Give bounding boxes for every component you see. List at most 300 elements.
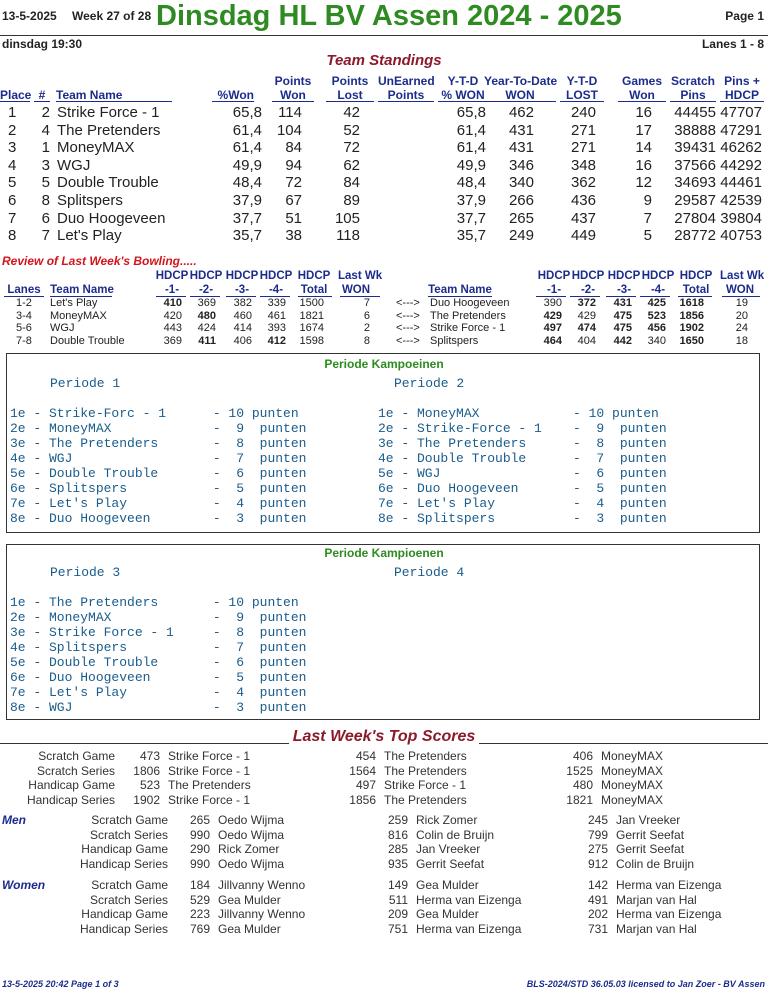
standings-header-team: Team Name <box>56 88 123 102</box>
top-team-label: Scratch Game <box>38 749 115 763</box>
top-men-score: 912 <box>587 856 608 871</box>
standings-scratch-pins: 44455 <box>674 104 716 121</box>
top-team-score: 1525 <box>566 763 593 778</box>
top-men-name: Jan Vreeker <box>416 842 481 856</box>
standings-pins-hdcp: 40753 <box>720 227 762 245</box>
review-header-b-3: HDCP -4- <box>641 270 675 296</box>
review-header-b-5: Last Wk WON <box>720 270 765 296</box>
review-b-won: 20 <box>735 309 748 322</box>
period-2-entry: 6e - Duo Hoogeveen - 5 punten <box>378 481 667 496</box>
top-men-score: 799 <box>587 827 608 842</box>
review-team-a: Let's Play <box>50 297 98 309</box>
top-men-label: Handicap Game <box>81 842 168 856</box>
standings-team-name: Let's Play <box>57 227 122 245</box>
top-men-score: 990 <box>189 856 210 871</box>
top-men-score: 290 <box>189 842 210 856</box>
review-a-score: 1598 <box>299 334 324 347</box>
review-team-b: Duo Hoogeveen <box>430 297 510 309</box>
standings-ytd-pct: 35,7 <box>456 227 486 245</box>
top-men-score: 935 <box>387 856 408 871</box>
top-team-name: Strike Force - 1 <box>168 792 251 807</box>
review-b-score: 425 <box>647 297 666 309</box>
standings-ytd-lost: 240 <box>570 104 596 121</box>
top-men-name: Oedo Wijma <box>218 827 285 842</box>
review-team-a: MoneyMAX <box>50 309 107 322</box>
review-b-score: 523 <box>647 309 666 322</box>
standings-header-scratch: Scratch Pins <box>670 74 716 102</box>
top-women-name: Marjan van Hal <box>616 892 697 907</box>
standings-team-name: Duo Hoogeveen <box>57 209 166 227</box>
standings-games-won: 9 <box>643 192 652 209</box>
review-b-score: 442 <box>613 334 632 347</box>
standings-pins-hdcp: 42539 <box>720 192 762 209</box>
review-lanes: 5-6 <box>16 322 32 335</box>
review-b-score: 372 <box>577 297 596 309</box>
top-team-score: 480 <box>572 778 593 792</box>
standings-place: 6 <box>8 192 17 209</box>
review-a-score: 460 <box>233 309 252 322</box>
standings-place: 4 <box>8 156 17 174</box>
standings-points-lost: 89 <box>343 192 360 209</box>
top-women-name: Gea Mulder <box>218 921 281 936</box>
review-lanes: 3-4 <box>16 309 32 322</box>
standings-points-won: 38 <box>285 227 302 245</box>
standings-header-underline <box>34 101 50 102</box>
period-box-2-title: Periode Kampioenen <box>324 546 444 560</box>
period-3-title: Periode 3 <box>50 565 121 580</box>
review-vs-arrow: <---> <box>396 334 420 347</box>
review-b-score: 456 <box>647 322 666 335</box>
period-1-entry: 8e - Duo Hoogeveen - 3 punten <box>10 511 307 526</box>
period-1-entry: 7e - Let's Play - 4 punten <box>10 496 307 511</box>
page-number: Page 1 <box>725 9 764 23</box>
session-time: dinsdag 19:30 <box>2 37 83 51</box>
lanes-range: Lanes 1 - 8 <box>701 37 764 51</box>
standings-place: 1 <box>8 104 17 121</box>
review-a-score: 443 <box>163 322 182 335</box>
standings-points-lost: 62 <box>343 156 360 174</box>
review-b-score: 429 <box>543 309 562 322</box>
top-women-label: Scratch Game <box>91 878 168 892</box>
standings-header-ytdwon: Year-To-Date WON <box>484 74 558 102</box>
review-a-won: 6 <box>363 309 370 322</box>
standings-ytd-lost: 449 <box>570 227 596 245</box>
top-women-name: Gea Mulder <box>416 907 479 921</box>
top-women-name: Jillvanny Wenno <box>218 878 306 892</box>
top-team-name: MoneyMAX <box>601 792 664 807</box>
review-team-a: WGJ <box>50 322 75 335</box>
top-women-name: Herma van Eizenga <box>416 892 522 907</box>
period-2-entry: 1e - MoneyMAX - 10 punten <box>378 406 659 421</box>
review-team-b: Splitspers <box>430 334 479 347</box>
top-women-score: 511 <box>388 892 408 907</box>
top-women-name: Marjan van Hal <box>616 921 697 936</box>
top-women-score: 731 <box>587 921 608 936</box>
review-b-score: 340 <box>647 334 666 347</box>
top-men-name: Rick Zomer <box>218 842 280 856</box>
top-team-label: Handicap Game <box>28 778 115 792</box>
standings-points-won: 72 <box>285 174 302 192</box>
standings-team-number: 7 <box>41 227 50 245</box>
top-team-name: The Pretenders <box>384 749 467 763</box>
standings-scratch-pins: 27804 <box>674 209 716 227</box>
standings-team-name: The Pretenders <box>57 121 161 139</box>
top-women-name: Herma van Eizenga <box>616 907 722 921</box>
top-women-score: 184 <box>189 878 210 892</box>
standings-points-won: 94 <box>285 156 302 174</box>
top-women-name: Herma van Eizenga <box>616 878 722 892</box>
standings-games-won: 16 <box>635 104 652 121</box>
review-b-won: 24 <box>735 322 748 335</box>
standings-scratch-pins: 38888 <box>674 121 716 139</box>
top-men-name: Jan Vreeker <box>616 813 681 827</box>
topscores-title <box>0 728 768 746</box>
top-team-score: 497 <box>355 778 376 792</box>
review-team-b: The Pretenders <box>430 309 506 322</box>
standings-ytd-lost: 271 <box>570 121 596 139</box>
standings-header-underline <box>0 101 30 102</box>
standings-games-won: 16 <box>635 156 652 174</box>
standings-scratch-pins: 37566 <box>674 156 716 174</box>
review-header-lanes: Lanes <box>7 284 41 296</box>
period-3-entry: 7e - Let's Play - 4 punten <box>10 685 307 700</box>
review-b-won: 19 <box>735 297 748 309</box>
top-men-name: Oedo Wijma <box>218 856 285 871</box>
review-header-team-a: Team Name <box>50 284 114 296</box>
standings-ytd-lost: 348 <box>570 156 596 174</box>
period-3-entry: 3e - Strike Force - 1 - 8 punten <box>10 625 307 640</box>
standings-team-number: 4 <box>41 121 50 139</box>
top-women-score: 142 <box>587 878 608 892</box>
top-men-name: Gerrit Seefat <box>616 827 685 842</box>
top-men-name: Gerrit Seefat <box>416 856 485 871</box>
period-2-entry: 4e - Double Trouble - 7 punten <box>378 451 667 466</box>
standings-pct-won: 37,9 <box>232 192 262 209</box>
footer-license: BLS-2024/STD 36.05.03 licensed to Jan Zoer - BV Assen <box>526 979 765 989</box>
review-a-won: 8 <box>363 334 370 347</box>
review-b-score: 475 <box>613 322 632 335</box>
period-1-entry: 5e - Double Trouble - 6 punten <box>10 466 307 481</box>
standings-pins-hdcp: 39804 <box>720 209 762 227</box>
standings-ytd-won: 249 <box>508 227 534 245</box>
standings-title: Team Standings <box>326 52 442 69</box>
standings-header-ytdlost: Y-T-D LOST <box>566 74 598 102</box>
review-a-score: 406 <box>233 334 252 347</box>
standings-scratch-pins: 29587 <box>674 192 716 209</box>
standings-scratch-pins: 34693 <box>674 174 716 192</box>
top-women-score: 491 <box>587 892 608 907</box>
standings-pins-hdcp: 46262 <box>720 139 762 157</box>
standings-ytd-pct: 37,7 <box>456 209 486 227</box>
review-vs-arrow: <---> <box>396 297 420 309</box>
review-team-a: Double Trouble <box>50 334 125 347</box>
standings-games-won: 14 <box>635 139 652 157</box>
top-team-name: Strike Force - 1 <box>168 749 251 763</box>
review-header-b-4: HDCP Total <box>679 270 713 296</box>
standings-ytd-won: 340 <box>508 174 534 192</box>
top-team-label: Handicap Series <box>26 792 115 807</box>
top-men-label: Scratch Series <box>89 827 168 842</box>
period-1-entry: 6e - Splitspers - 5 punten <box>10 481 307 496</box>
standings-team-number: 5 <box>41 174 50 192</box>
top-team-score: 1564 <box>349 763 376 778</box>
standings-team-number: 3 <box>41 156 50 174</box>
standings-header-place: Place <box>0 88 32 102</box>
review-b-score: 464 <box>543 334 562 347</box>
top-team-score: 1902 <box>133 792 160 807</box>
top-men-score: 990 <box>189 827 210 842</box>
review-a-score: 412 <box>267 334 286 347</box>
review-lanes: 1-2 <box>16 297 32 309</box>
standings-points-lost: 42 <box>343 104 360 121</box>
standings-pct-won: 65,8 <box>232 104 262 121</box>
top-women-name: Gea Mulder <box>416 878 479 892</box>
standings-team-name: MoneyMAX <box>57 139 135 157</box>
top-women-label: Scratch Series <box>89 892 168 907</box>
period-3-entry: 8e - WGJ - 3 punten <box>10 700 307 715</box>
top-men-label: Scratch Game <box>91 813 168 827</box>
review-b-score: 1650 <box>679 334 704 347</box>
review-a-score: 1674 <box>299 322 324 335</box>
standings-points-won: 84 <box>285 139 302 157</box>
top-women-score: 529 <box>189 892 210 907</box>
top-men-score: 285 <box>387 842 408 856</box>
standings-header-pctwon: %Won <box>217 88 254 102</box>
standings-ytd-won: 266 <box>508 192 534 209</box>
top-women-label: Handicap Series <box>79 921 168 936</box>
review-header-a-4: HDCP Total <box>297 270 331 296</box>
standings-pins-hdcp: 47707 <box>720 104 762 121</box>
standings-points-won: 51 <box>285 209 302 227</box>
top-men-name: Colin de Bruijn <box>416 827 495 842</box>
standings-points-won: 114 <box>278 104 302 121</box>
top-team-name: MoneyMAX <box>601 749 664 763</box>
top-team-name: The Pretenders <box>384 763 467 778</box>
standings-pct-won: 61,4 <box>232 139 262 157</box>
standings-pins-hdcp: 44292 <box>720 156 762 174</box>
footer-timestamp: 13-5-2025 20:42 Page 1 of 3 <box>2 979 119 989</box>
topscores-title-text: Last Week's Top Scores <box>289 728 480 745</box>
standings-pct-won: 49,9 <box>232 156 262 174</box>
standings-ytd-won: 431 <box>508 139 534 157</box>
top-team-name: The Pretenders <box>384 792 467 807</box>
period-box-1-title: Periode Kampoeinen <box>324 357 444 371</box>
standings-ytd-pct: 65,8 <box>456 104 486 121</box>
period-2-entry: 5e - WGJ - 6 punten <box>378 466 667 481</box>
standings-header-underline <box>326 101 374 102</box>
standings-team-name: Double Trouble <box>57 174 159 192</box>
standings-header-underline <box>438 101 488 102</box>
review-title: Review of Last Week's Bowling..... <box>2 254 197 268</box>
review-a-score: 424 <box>197 322 216 335</box>
review-a-score: 1500 <box>299 297 324 309</box>
top-women-name: Jillvanny Wenno <box>218 907 306 921</box>
review-b-score: 431 <box>613 297 632 309</box>
top-men-name: Colin de Bruijn <box>616 856 695 871</box>
standings-points-lost: 84 <box>343 174 360 192</box>
review-b-score: 1618 <box>679 297 704 309</box>
standings-header-underline <box>560 101 604 102</box>
standings-place: 5 <box>8 174 17 192</box>
top-team-name: MoneyMAX <box>601 778 664 792</box>
standings-scratch-pins: 39431 <box>674 139 716 157</box>
top-team-name: Strike Force - 1 <box>168 763 251 778</box>
women-label: Women <box>2 878 46 892</box>
standings-header-underline <box>378 101 434 102</box>
review-a-score: 461 <box>267 309 286 322</box>
standings-header-games: Games Won <box>621 74 663 102</box>
period-1-entry: 3e - The Pretenders - 8 punten <box>10 436 307 451</box>
review-b-score: 429 <box>577 309 596 322</box>
standings-scratch-pins: 28772 <box>674 227 716 245</box>
top-women-name: Gea Mulder <box>218 892 281 907</box>
standings-pct-won: 37,7 <box>232 209 262 227</box>
standings-ytd-won: 462 <box>508 104 534 121</box>
top-team-name: The Pretenders <box>168 778 251 792</box>
standings-team-number: 8 <box>41 192 50 209</box>
review-b-score: 475 <box>613 309 632 322</box>
review-header-a-2: HDCP -3- <box>225 270 259 296</box>
standings-place: 3 <box>8 139 17 157</box>
review-a-score: 1821 <box>299 309 324 322</box>
review-team-b: Strike Force - 1 <box>430 322 506 335</box>
review-a-score: 414 <box>233 322 252 335</box>
review-header-a-0: HDCP -1- <box>155 270 189 296</box>
top-women-score: 149 <box>387 878 408 892</box>
standings-points-lost: 105 <box>334 209 360 227</box>
standings-games-won: 7 <box>643 209 652 227</box>
review-vs-arrow: <---> <box>396 309 420 322</box>
review-b-score: 404 <box>577 334 596 347</box>
top-men-score: 265 <box>189 813 210 827</box>
top-men-score: 275 <box>587 842 608 856</box>
standings-place: 8 <box>8 227 17 245</box>
standings-place: 2 <box>8 121 17 139</box>
standings-ytd-pct: 61,4 <box>456 121 486 139</box>
review-header-a-1: HDCP -2- <box>189 270 223 296</box>
top-team-name: Strike Force - 1 <box>384 778 467 792</box>
top-men-score: 816 <box>387 827 408 842</box>
page-title: Dinsdag HL BV Assen 2024 - 2025 <box>156 0 622 32</box>
standings-header-underline <box>618 101 666 102</box>
standings-pct-won: 35,7 <box>232 227 262 245</box>
period-3-entry: 5e - Double Trouble - 6 punten <box>10 655 307 670</box>
standings-header-underline <box>56 101 172 102</box>
standings-games-won: 12 <box>635 174 652 192</box>
standings-ytd-pct: 48,4 <box>456 174 486 192</box>
standings-header-ytd: Y-T-D % WON <box>441 74 485 102</box>
top-women-name: Herma van Eizenga <box>416 921 522 936</box>
top-women-label: Handicap Game <box>81 907 168 921</box>
period-1-title: Periode 1 <box>50 376 121 391</box>
standings-header-underline <box>272 101 314 102</box>
top-women-score: 209 <box>387 907 408 921</box>
standings-header-ptslost: Points Lost <box>331 74 369 102</box>
period-3-entry: 6e - Duo Hoogeveen - 5 punten <box>10 670 307 685</box>
top-women-score: 769 <box>189 921 210 936</box>
standings-ytd-lost: 271 <box>570 139 596 157</box>
top-team-label: Scratch Series <box>36 763 115 778</box>
review-b-score: 497 <box>543 322 562 335</box>
review-a-score: 369 <box>197 297 216 309</box>
header-divider <box>0 35 768 36</box>
standings-ytd-pct: 61,4 <box>456 139 486 157</box>
standings-pct-won: 61,4 <box>232 121 262 139</box>
period-3-entry: 1e - The Pretenders - 10 punten <box>10 595 299 610</box>
standings-ytd-won: 346 <box>508 156 534 174</box>
standings-team-name: Splitspers <box>57 192 123 209</box>
period-2-title: Periode 2 <box>394 376 465 391</box>
review-header-a-3: HDCP -4- <box>259 270 293 296</box>
standings-points-lost: 72 <box>343 139 360 157</box>
review-header-b-1: HDCP -2- <box>571 270 605 296</box>
review-b-score: 474 <box>577 322 596 335</box>
standings-header-num: # <box>38 88 46 102</box>
men-label: Men <box>2 813 26 827</box>
report-date: 13-5-2025 <box>2 9 57 23</box>
standings-place: 7 <box>8 209 17 227</box>
top-team-score: 406 <box>572 749 593 763</box>
top-men-label: Handicap Series <box>79 856 168 871</box>
standings-team-number: 1 <box>41 139 50 157</box>
review-header-a-5: Last Wk WON <box>338 270 383 296</box>
standings-team-number: 2 <box>41 104 50 121</box>
review-a-score: 382 <box>233 297 252 309</box>
review-header-team-b: Team Name <box>428 284 492 296</box>
review-a-score: 411 <box>198 334 216 347</box>
standings-ytd-pct: 37,9 <box>456 192 486 209</box>
standings-points-won: 104 <box>276 121 302 139</box>
top-team-score: 454 <box>355 749 376 763</box>
top-team-score: 523 <box>139 778 160 792</box>
review-vs-arrow: <---> <box>396 322 420 335</box>
review-b-score: 1856 <box>679 309 704 322</box>
top-women-score: 751 <box>387 921 408 936</box>
top-men-name: Oedo Wijma <box>218 813 285 827</box>
standings-ytd-lost: 362 <box>570 174 596 192</box>
standings-ytd-lost: 436 <box>570 192 596 209</box>
review-b-score: 1902 <box>679 322 704 335</box>
top-team-score: 1806 <box>133 763 160 778</box>
standings-header-unearned: UnEarned Points <box>378 74 435 102</box>
period-3-entry: 4e - Splitspers - 7 punten <box>10 640 307 655</box>
standings-header-underline <box>670 101 716 102</box>
review-a-score: 393 <box>267 322 286 335</box>
period-1-entry: 4e - WGJ - 7 punten <box>10 451 307 466</box>
standings-games-won: 5 <box>643 227 652 245</box>
standings-ytd-lost: 437 <box>570 209 596 227</box>
review-a-score: 420 <box>163 309 182 322</box>
standings-header-underline <box>484 101 556 102</box>
week-indicator: Week 27 of 28 <box>72 9 152 23</box>
review-header-b-2: HDCP -3- <box>607 270 641 296</box>
standings-header-underline <box>212 101 254 102</box>
period-4-title: Periode 4 <box>394 565 465 580</box>
standings-pins-hdcp: 44461 <box>720 174 762 192</box>
top-team-score: 473 <box>139 749 160 763</box>
standings-team-number: 6 <box>41 209 50 227</box>
top-men-score: 245 <box>587 813 608 827</box>
top-team-score: 1856 <box>349 792 376 807</box>
standings-header-ptswon: Points Won <box>274 74 312 102</box>
period-2-entry: 7e - Let's Play - 4 punten <box>378 496 667 511</box>
standings-header-underline <box>720 101 764 102</box>
review-a-score: 369 <box>163 334 182 347</box>
period-2-entry: 8e - Splitspers - 3 punten <box>378 511 667 526</box>
review-header-b-0: HDCP -1- <box>537 270 571 296</box>
top-men-name: Gerrit Seefat <box>616 842 685 856</box>
standings-games-won: 17 <box>635 121 652 139</box>
